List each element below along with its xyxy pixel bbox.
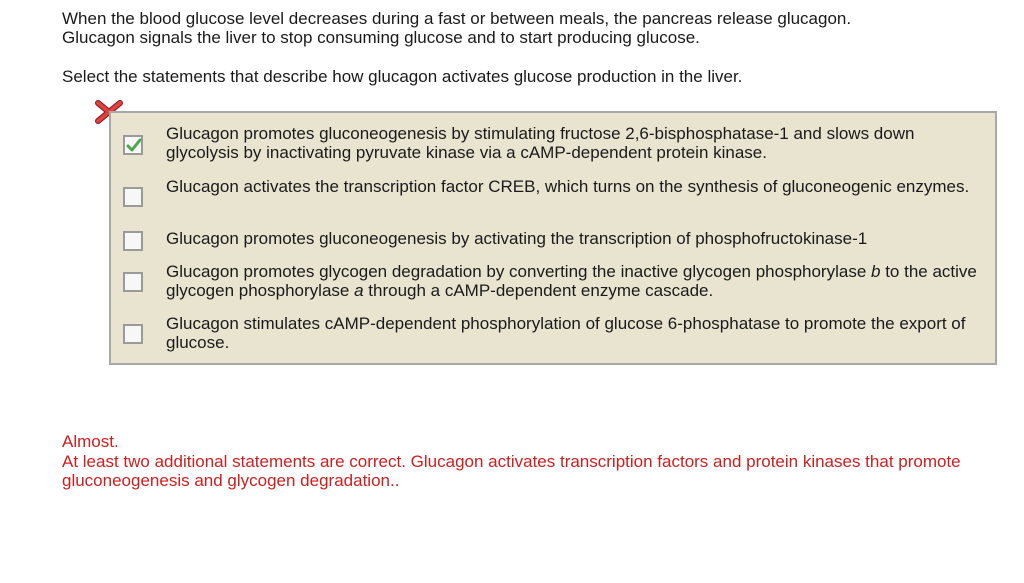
checkbox-option-4[interactable]: [123, 272, 143, 292]
option-4-italic-a: a: [354, 281, 364, 300]
option-4-italic-b: b: [871, 262, 881, 281]
checkbox-option-3[interactable]: [123, 231, 143, 251]
question-prompt: Select the statements that describe how glucagon activates glucose production in the liver.: [62, 67, 743, 86]
feedback-status: Almost.: [62, 432, 119, 451]
feedback-detail: At least two additional statements are correct. Glucagon activates transcription factors and protein kinases that promote gluconeogenesis and glycogen degradation..: [62, 451, 961, 490]
option-1-text: Glucagon promotes gluconeogenesis by stimulating fructose 2,6-bisphosphatase-1 and slows down glycolysis by inactivating pyruvate kinase via a cAMP-dependent protein kinase.: [166, 124, 915, 162]
checkbox-option-2[interactable]: [123, 187, 143, 207]
checkbox-option-5[interactable]: [123, 324, 143, 344]
option-4-text: [166, 262, 986, 300]
option-2-text: Glucagon activates the transcription factor CREB, which turns on the synthesis of gluconeogenic enzymes.: [166, 177, 970, 196]
checkmark-icon: [126, 138, 142, 154]
answer-options: [109, 111, 997, 365]
feedback-message: [62, 432, 1002, 491]
option-4-text-part: through a cAMP-dependent enzyme cascade.: [363, 281, 714, 300]
checkbox-option-1[interactable]: [123, 135, 143, 155]
option-4-text-part: Glucagon promotes glycogen degradation by converting the inactive glycogen phosphorylase: [166, 262, 872, 281]
question-intro: [62, 9, 1002, 47]
option-4-text-part: to the active glycogen phosphorylase: [166, 262, 977, 300]
option-5-text: Glucagon stimulates cAMP-dependent phosphorylation of glucose 6-phosphatase to promote the export of glucose.: [166, 314, 966, 352]
option-3-text: Glucagon promotes gluconeogenesis by activating the transcription of phosphofructokinase-1: [166, 229, 868, 248]
intro-line-1: When the blood glucose level decreases during a fast or between meals, the pancreas release glucagon.: [62, 9, 852, 28]
intro-line-2: Glucagon signals the liver to stop consuming glucose and to start producing glucose.: [62, 28, 700, 47]
